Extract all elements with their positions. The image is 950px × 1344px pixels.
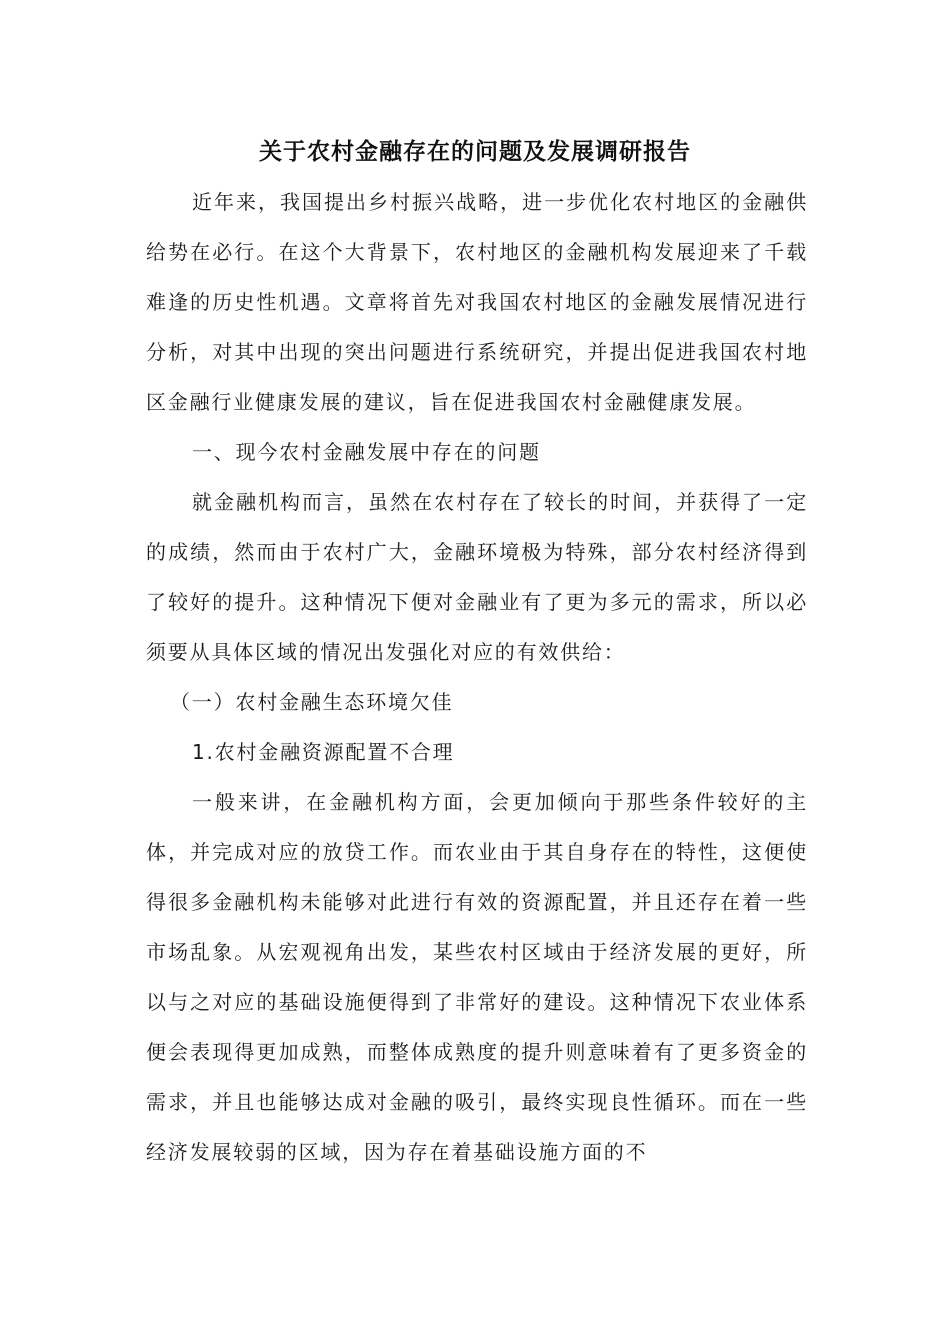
paragraph-section-1: 就金融机构而言，虽然在农村存在了较长的时间，并获得了一定的成绩，然而由于农村广大，金融环境极为特殊，部分农村经济得到了较好的提升。这种情况下便对金融业有了更为多元的需求，所以必须要从具体区域的情况出发强化对应的有效供给： [146, 490, 808, 664]
document-title: 关于农村金融存在的问题及发展调研报告 [259, 138, 691, 165]
paragraph-point-1: 一般来讲，在金融机构方面，会更加倾向于那些条件较好的主体，并完成对应的放贷工作。而农业由于其自身存在的特性，这便使得很多金融机构未能够对此进行有效的资源配置，并且还存在着一些市场乱象。从宏观视角出发，某些农村区域由于经济发展的更好，所以与之对应的基础设施便得到了非常好的建设。这种情况下农业体系便会表现得更加成熟，而整体成熟度的提升则意味着有了更多资金的需求，并且也能够达成对金融的吸引，最终实现良性循环。而在一些经济发展较弱的区域，因为存在着基础设施方面的不 [146, 790, 808, 1164]
point-heading-1: 1.农村金融资源配置不合理 [192, 740, 455, 764]
section-heading-1: 一、现今农村金融发展中存在的问题 [192, 440, 541, 464]
paragraph-intro: 近年来，我国提出乡村振兴战略，进一步优化农村地区的金融供给势在必行。在这个大背景下，农村地区的金融机构发展迎来了千载难逢的历史性机遇。文章将首先对我国农村地区的金融发展情况进行分析，对其中出现的突出问题进行系统研究，并提出促进我国农村地区金融行业健康发展的建议，旨在促进我国农村金融健康发展。 [146, 190, 808, 414]
document-body [146, 177, 808, 1177]
subsection-heading-1: （一）农村金融生态环境欠佳 [170, 690, 454, 714]
